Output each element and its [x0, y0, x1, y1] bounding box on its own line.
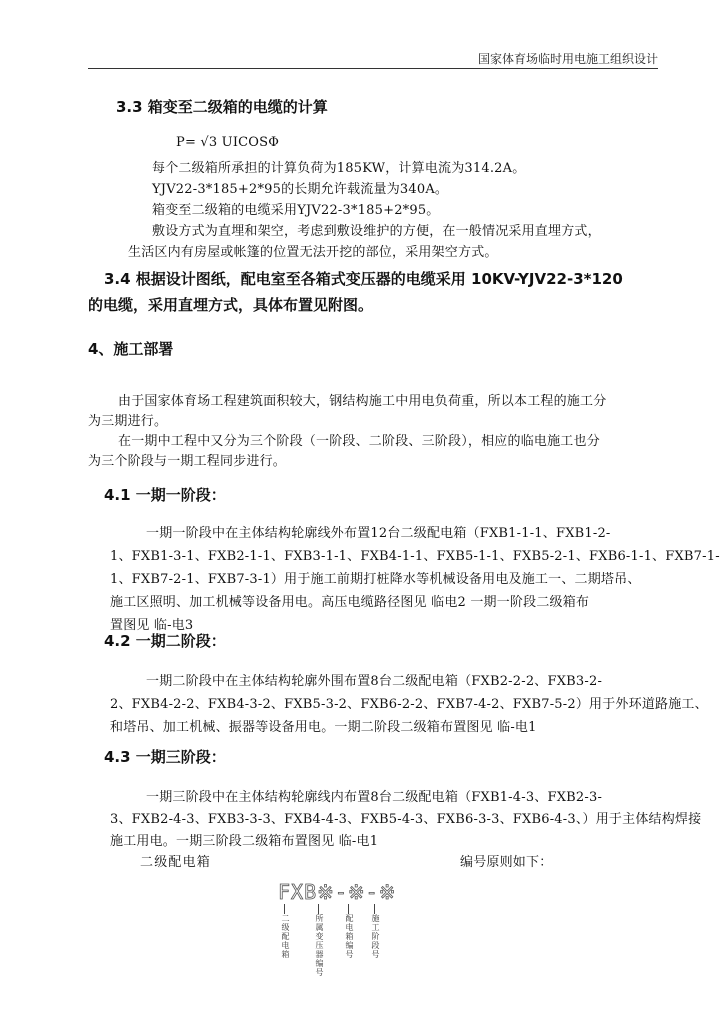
s33-line-2: YJV22-3*185+2*95的长期允许载流量为340A。	[152, 182, 449, 197]
caption-stage-no: 施工阶段号	[371, 914, 380, 959]
s42-line-2: 2、FXB4-2-2、FXB4-3-2、FXB5-3-2、FXB6-2-2、FXB7-4-2、FXB7-5-2）用于外环道路施工、	[110, 697, 708, 712]
caption-transformer-no: 所属变压器编号	[315, 914, 324, 977]
s41-line-1: 一期一阶段中在主体结构轮廓线外布置12台二级配电箱（FXB1-1-1、FXB1-2-	[146, 526, 611, 541]
section-4-1-heading: 4.1 一期一阶段：	[104, 486, 226, 504]
s4-p2-line-2: 为三个阶段与一期工程同步进行。	[88, 454, 287, 469]
page-header: 国家体育场临时用电施工组织设计	[477, 52, 658, 66]
s41-line-4: 施工区照明、加工机械等设备用电。高压电缆路径图见 临电2 一期一阶段二级箱布	[110, 595, 590, 610]
formula: P= √3 UICOSΦ	[176, 135, 280, 150]
tick-1	[284, 904, 285, 914]
caption-secondary-box: 二级配电箱	[281, 914, 290, 959]
s33-line-5: 生活区内有房屋或帐篷的位置无法开挖的部位，采用架空方式。	[128, 245, 498, 260]
s42-line-3: 和塔吊、加工机械、振器等设备用电。一期二阶段二级箱布置图见 临-电1	[110, 720, 537, 735]
s43-line-4-left: 二级配电箱	[140, 855, 212, 870]
tick-4	[374, 904, 375, 914]
section-4-2-heading: 4.2 一期二阶段：	[104, 632, 226, 650]
s4-p2-line-1: 在一期中工程中又分为三个阶段（一阶段、二阶段、三阶段），相应的临电施工也分	[118, 434, 600, 449]
s4-p1-line-1: 由于国家体育场工程建筑面积较大，钢结构施工中用电负荷重，所以本工程的施工分	[118, 394, 607, 409]
s43-line-2: 3、FXB2-4-3、FXB3-3-3、FXB4-4-3、FXB5-4-3、FXB6-3-3、FXB6-4-3、）用于主体结构焊接	[110, 812, 702, 827]
tick-2	[318, 904, 319, 914]
s33-line-1: 每个二级箱所承担的计算负荷为185KW，计算电流为314.2A。	[152, 161, 526, 176]
s33-line-4: 敷设方式为直埋和架空，考虑到敷设维护的方便，在一般情况采用直埋方式，	[152, 224, 601, 239]
section-4-heading: 4、施工部署	[88, 340, 174, 358]
section-4-3-heading: 4.3 一期三阶段：	[104, 748, 226, 766]
s42-line-1: 一期二阶段中在主体结构轮廓外围布置8台二级配电箱（FXB2-2-2、FXB3-2-	[146, 674, 603, 689]
s4-p1-line-2: 为三期进行。	[88, 414, 168, 429]
header-rule	[88, 68, 658, 69]
s41-line-5: 置图见 临-电3	[110, 618, 194, 633]
s41-line-3: 1、FXB7-2-1、FXB7-3-1）用于施工前期打桩降水等机械设备用电及施工一、二期塔吊、	[110, 572, 641, 587]
s41-line-2: 1、FXB1-3-1、FXB2-1-1、FXB3-1-1、FXB4-1-1、FXB5-1-1、FXB5-2-1、FXB6-1-1、FXB7-1-	[110, 549, 720, 564]
s33-line-3: 箱变至二级箱的电缆采用YJV22-3*185+2*95。	[152, 203, 440, 218]
tick-3	[348, 904, 349, 914]
caption-box-no: 配电箱编号	[345, 914, 354, 959]
section-3-4-line-2: 的电缆，采用直埋方式，具体布置见附图。	[88, 296, 374, 314]
s43-line-4-right: 编号原则如下：	[460, 855, 553, 870]
code-pattern: FXB※-※-※	[278, 880, 397, 904]
s43-line-1: 一期三阶段中在主体结构轮廓线内布置8台二级配电箱（FXB1-4-3、FXB2-3-	[146, 790, 603, 805]
s43-line-3: 施工用电。一期三阶段二级箱布置图见 临-电1	[110, 834, 379, 849]
section-3-3-heading: 3.3 箱变至二级箱的电缆的计算	[116, 98, 328, 116]
numbering-diagram	[278, 880, 398, 1020]
section-3-4-line-1: 3.4 根据设计图纸，配电室至各箱式变压器的电缆采用 10KV-YJV22-3*120	[104, 270, 623, 288]
